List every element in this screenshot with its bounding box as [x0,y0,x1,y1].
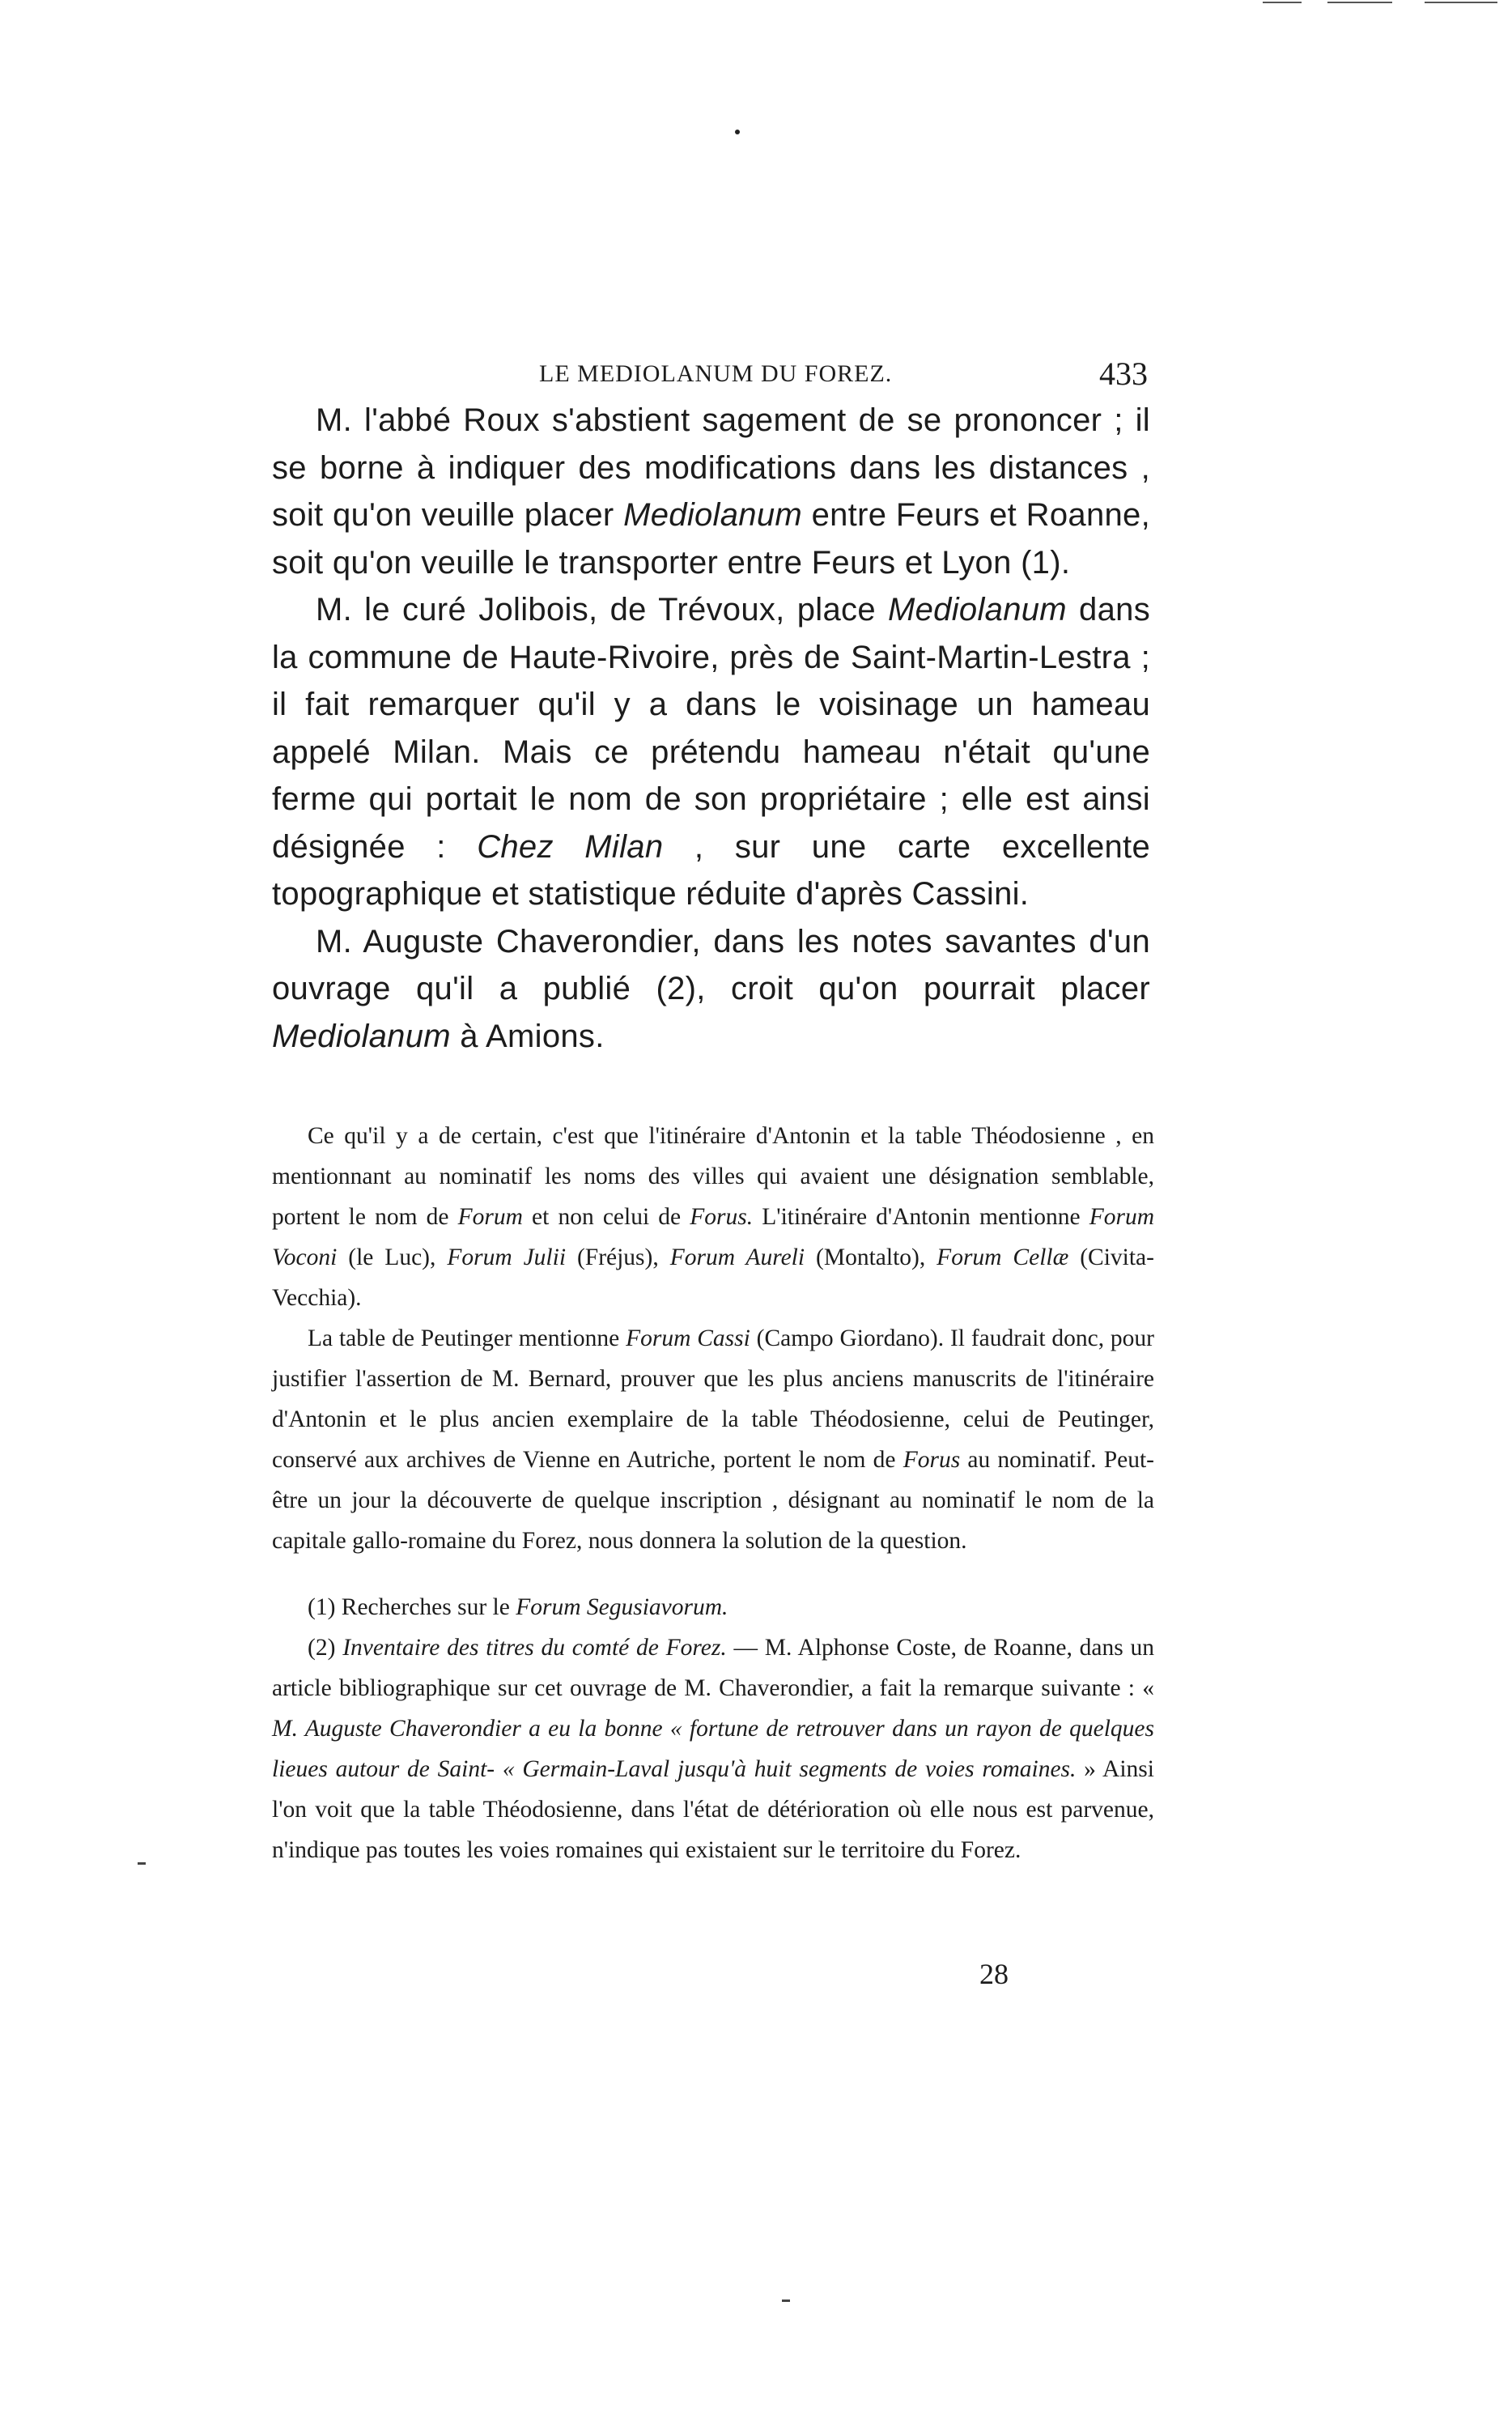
stray-mark [138,1862,146,1865]
page-number: 433 [1099,355,1148,392]
paragraph-roux: M. l'abbé Roux s'abstient sagement de se prononcer ; il se borne à indiquer des modifications dans les distances , soit qu'on veuille placer Mediolanum entre Feurs et Roanne, soit qu'on veuille le transporter entre Feurs et Lyon (1). [272,402,1150,581]
running-title: LE MEDIOLANUM DU FOREZ. [539,360,893,387]
note-text [272,1116,1154,1561]
main-text [272,397,1150,1060]
footnote-2: (2) Inventaire des titres du comté de Forez. — M. Alphonse Coste, de Roanne, dans un article bibliographique sur cet ouvrage de M. Chaverondier, a fait la remarque suivante : « M. Auguste Chaverondier a eu la bonne « fortune de retrouver dans un rayon de quelques lieues autour de Saint- « Germain-Laval jusqu'à huit segments de voies romaines. » Ainsi l'on voit que la table Théodosienne, dans l'état de détérioration où elle nous est parvenue, n'indique pas toutes les voies romaines qui existaient sur le territoire du Forez. [272,1635,1155,1863]
note-paragraph-itinerary: Ce qu'il y a de certain, c'est que l'itinéraire d'Antonin et la table Théodosienne , en mentionnant au nominatif les noms des villes qui avaient une désignation semblable, portent le nom de Forum et non celui de Forus. L'itinéraire d'Antonin mentionne Forum Voconi (le Luc), Forum Julii (Fréjus), Forum Aureli (Montalto), Forum Cellæ (Civita-Vecchia). [272,1123,1155,1311]
stray-mark [782,2299,790,2302]
paragraph-chaverondier: M. Auguste Chaverondier, dans les notes savantes d'un ouvrage qu'il a publié (2), croit qu'on pourrait placer Mediolanum à Amions. [272,923,1150,1054]
paragraph-jolibois: M. le curé Jolibois, de Trévoux, place Mediolanum dans la commune de Haute-Rivoire, près de Saint-Martin-Lestra ; il fait remarquer qu'il y a dans le voisinage un hameau appelé Milan. Mais ce prétendu hameau n'était qu'une ferme qui portait le nom de son propriétaire ; elle est ainsi désignée : Chez Milan , sur une carte excellente topographique et statistique réduite d'après Cassini. [272,592,1150,912]
note-paragraph-peutinger: La table de Peutinger mentionne Forum Cassi (Campo Giordano). Il faudrait donc, pour justifier l'assertion de M. Bernard, prouver que les plus anciens manuscrits de l'itinéraire d'Antonin et le plus ancien exemplaire de la table Théodosienne, celui de Peutinger, conservé aux archives de Vienne en Autriche, portent le nom de Forus au nominatif. Peut-être un jour la découverte de quelque inscription , désignant au nominatif le nom de la capitale gallo-romaine du Forez, nous donnera la solution de la question. [272,1325,1155,1554]
ink-speck [735,130,740,134]
edge-mark [1425,2,1497,3]
signature-mark: 28 [979,1958,1009,1990]
page-header [272,350,1154,398]
footnotes [272,1587,1154,1870]
edge-mark [1327,2,1392,3]
edge-mark [1263,2,1302,3]
footnote-1: (1) Recherches sur le Forum Segusiavorum. [308,1594,728,1620]
